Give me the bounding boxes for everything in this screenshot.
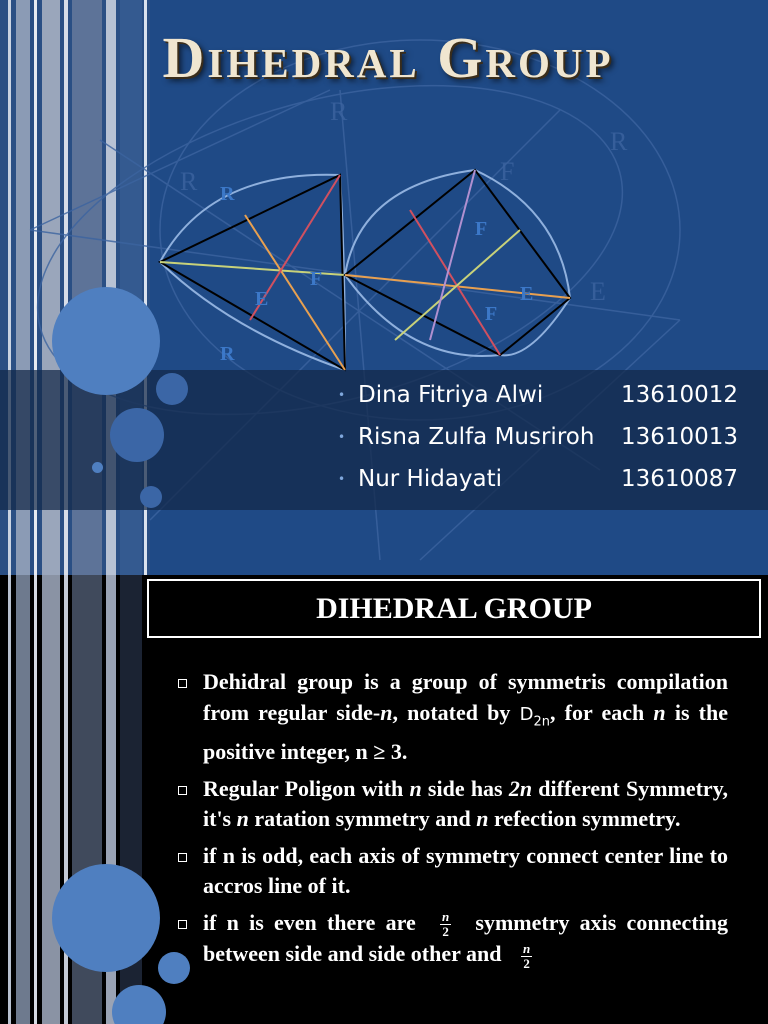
svg-text:E: E	[255, 288, 269, 310]
hollow-square-bullet-icon	[178, 679, 187, 688]
svg-text:F: F	[485, 303, 498, 325]
member-name: Dina Fitriya Alwi	[358, 382, 544, 408]
text-run: , for each	[549, 699, 654, 725]
text-run: is the positive integer, n ≥ 3.	[203, 699, 728, 765]
svg-text:F: F	[310, 268, 323, 290]
decorative-circle-medium	[112, 985, 166, 1024]
content-slide	[0, 575, 768, 1024]
list-item	[172, 667, 728, 768]
math-var: n	[653, 699, 666, 725]
bullet-dot-icon: •	[338, 472, 346, 486]
hollow-square-bullet-icon	[178, 786, 187, 795]
text-run: side has	[421, 775, 509, 801]
svg-text:E: E	[520, 283, 534, 305]
svg-text:R: R	[610, 127, 628, 156]
text-run: if n is even there are	[203, 909, 426, 935]
fraction-n-over-2	[440, 910, 451, 939]
svg-text:E: E	[590, 277, 606, 306]
math-var: n	[409, 775, 422, 801]
list-item	[172, 841, 728, 902]
hollow-square-bullet-icon	[178, 853, 187, 862]
slide-title: Dihedral Group	[162, 25, 614, 90]
bullet-dot-icon: •	[338, 388, 346, 402]
text-run: Regular Poligon with	[203, 775, 410, 801]
member-name: Risna Zulfa Musriroh	[358, 424, 595, 450]
svg-text:R: R	[330, 97, 348, 126]
bullet-dot-icon: •	[338, 430, 346, 444]
svg-text:F: F	[475, 218, 488, 240]
member-item	[338, 458, 758, 500]
decorative-circle-small	[92, 462, 103, 473]
text-run: ratation symmetry and	[248, 806, 477, 832]
fraction-denominator: 2	[523, 955, 530, 971]
math-var: 2n	[508, 775, 533, 801]
text-run: different Symmetry, it's	[203, 775, 728, 832]
text-run: refection symmetry.	[488, 806, 681, 832]
svg-text:R: R	[220, 343, 235, 365]
text-run: symmetry axis connecting between side and side other and	[203, 909, 728, 967]
member-id: 13610013	[621, 424, 739, 450]
math-var: n	[380, 699, 393, 725]
fraction-numerator: n	[522, 940, 531, 956]
list-item	[172, 908, 728, 971]
fraction-numerator: n	[441, 909, 450, 925]
text-run: if n is odd, each axis of symmetry connect center line to accros line of it.	[203, 842, 728, 899]
math-var: n	[476, 806, 489, 832]
text-run: Dehidral group is a group of symmetris compilation from regular side-	[203, 669, 728, 725]
decorative-circle-small	[140, 486, 162, 508]
math-symbol: D	[519, 703, 534, 725]
member-name: Nur Hidayati	[358, 466, 503, 492]
decorative-circle-medium	[156, 373, 188, 405]
section-header: DIHEDRAL GROUP	[147, 579, 761, 638]
decorative-circle-medium	[110, 408, 164, 462]
member-id: 13610087	[621, 466, 739, 492]
math-subscript: 2n	[533, 713, 550, 729]
svg-text:R: R	[180, 167, 198, 196]
member-item	[338, 416, 758, 458]
hollow-square-bullet-icon	[178, 920, 187, 929]
member-id: 13610012	[621, 382, 739, 408]
svg-text:R: R	[220, 183, 235, 205]
svg-text:F: F	[500, 157, 515, 186]
member-item	[338, 374, 758, 416]
math-var: n	[236, 806, 249, 832]
fraction-n-over-2	[521, 942, 532, 971]
list-item	[172, 774, 728, 835]
member-list	[338, 374, 758, 500]
fraction-denominator: 2	[442, 924, 449, 940]
definition-list	[172, 667, 728, 977]
decorative-circle-large	[52, 864, 160, 972]
text-run: , notated by	[392, 699, 520, 725]
decorative-circle-large	[52, 287, 160, 395]
